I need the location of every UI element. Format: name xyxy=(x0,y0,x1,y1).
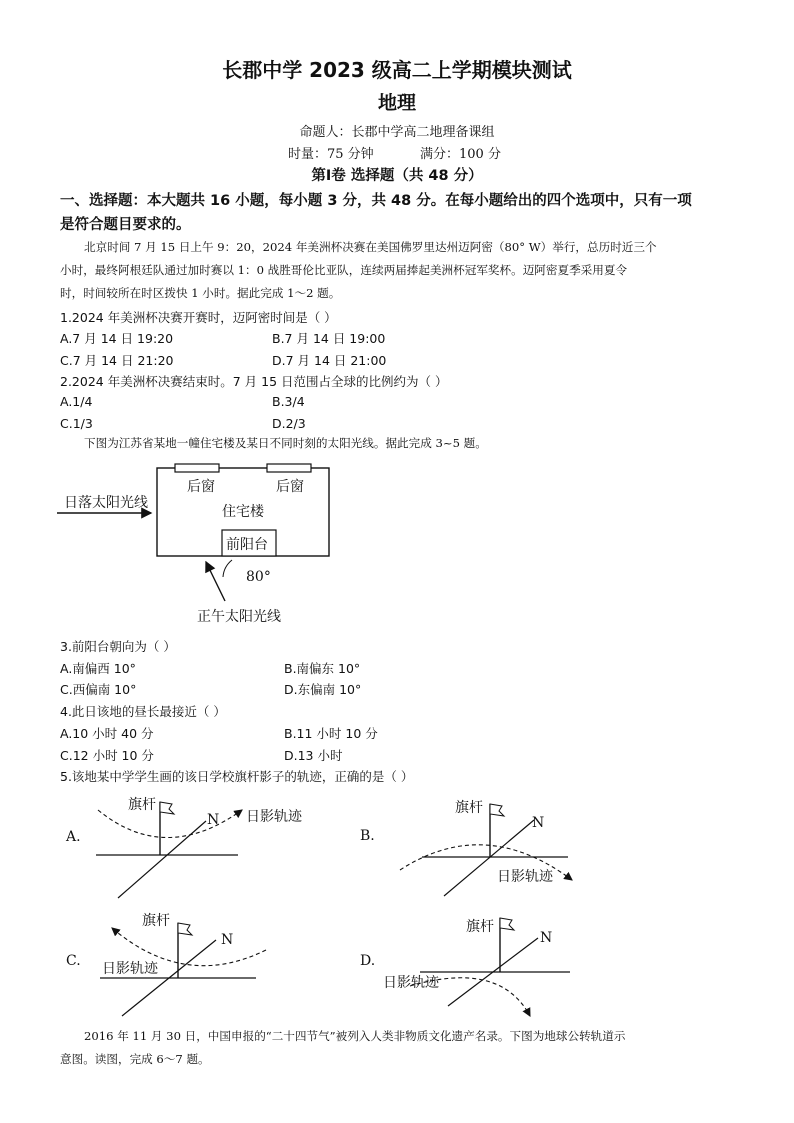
question-2-option-b: B.3/4 xyxy=(272,394,305,409)
option-a-track-label: 日影轨迹 xyxy=(246,809,302,825)
option-a-diagram xyxy=(96,802,242,898)
full-score: 满分：100 分 xyxy=(420,147,501,162)
flag-icon xyxy=(178,923,192,935)
question-3-option-c: C.西偏南 10° xyxy=(60,682,137,697)
balcony-label: 前阳台 xyxy=(226,537,268,553)
question-1-option-b: B.7 月 14 日 19:00 xyxy=(272,331,386,346)
author-line: 命题人：长郡中学高二地理备课组 xyxy=(299,125,495,140)
question-1-option-d: D.7 月 14 日 21:00 xyxy=(272,353,387,368)
question-3-option-b: B.南偏东 10° xyxy=(284,661,361,676)
noon-ray-label: 正午太阳光线 xyxy=(197,609,281,625)
option-a-flag-label: 旗杆 xyxy=(128,797,156,813)
passage1-line1: 北京时间 7 月 15 日上午 9：20，2024 年美洲杯决赛在美国佛罗里达州迈阿密（80° W）举行，总历时近三个 xyxy=(84,240,657,254)
question-2-stem: 2.2024 年美洲杯决赛结束时。7 月 15 日范围占全球的比例约为（ ） xyxy=(60,374,448,389)
question-1-option-c: C.7 月 14 日 21:20 xyxy=(60,353,174,368)
page-title: 长郡中学 2023 级高二上学期模块测试 xyxy=(222,58,572,82)
option-c-flag-label: 旗杆 xyxy=(142,913,170,929)
option-c-north-label: N xyxy=(221,932,234,948)
rear-window-left xyxy=(175,464,219,472)
passage2: 下图为江苏省某地一幢住宅楼及某日不同时刻的太阳光线。据此完成 3~5 题。 xyxy=(84,436,487,450)
question-4-stem: 4.此日该地的昼长最接近（ ） xyxy=(60,704,226,719)
option-b-flag-label: 旗杆 xyxy=(455,800,483,816)
question-5-stem: 5.该地某中学学生画的该日学校旗杆影子的轨迹，正确的是（ ） xyxy=(60,769,414,784)
passage3-line2: 意图。读图，完成 6～7 题。 xyxy=(60,1052,210,1066)
option-c-label: C. xyxy=(66,953,81,969)
question-4-option-d: D.13 小时 xyxy=(284,748,343,763)
question-3-option-a: A.南偏西 10° xyxy=(60,661,136,676)
passage3-line1: 2016 年 11 月 30 日，中国申报的“二十四节气”被列入人类非物质文化遗产名录。下图为地球公转轨道示 xyxy=(84,1029,626,1043)
option-b-north-label: N xyxy=(532,815,545,831)
question-4-option-b: B.11 小时 10 分 xyxy=(284,726,378,741)
section-heading-line1: 一、选择题：本大题共 16 小题，每小题 3 分，共 48 分。在每小题给出的四个选项中，只有一项 xyxy=(60,193,692,209)
rear-window-left-label: 后窗 xyxy=(187,479,215,495)
option-b-track-label: 日影轨迹 xyxy=(497,869,553,885)
question-3-stem: 3.前阳台朝向为（ ） xyxy=(60,639,176,654)
passage1-line2: 小时，最终阿根廷队通过加时赛以 1：0 战胜哥伦比亚队，连续两届捧起美洲杯冠军奖杯。迈阿密夏季采用夏令 xyxy=(60,263,628,277)
passage1-line3: 时，时间较所在时区拨快 1 小时。据此完成 1～2 题。 xyxy=(60,286,341,300)
angle-arc xyxy=(223,560,232,577)
option-d-flag-label: 旗杆 xyxy=(466,919,494,935)
question-2-option-d: D.2/3 xyxy=(272,416,306,431)
subject-title: 地理 xyxy=(377,92,416,114)
option-a-north-label: N xyxy=(207,812,220,828)
sunset-ray-label: 日落太阳光线 xyxy=(64,495,148,511)
option-b-label: B. xyxy=(360,828,375,844)
section-heading-line2: 是符合题目要求的。 xyxy=(60,217,191,233)
flag-icon xyxy=(500,918,514,930)
question-3-option-d: D.东偏南 10° xyxy=(284,682,362,697)
option-d-track-label: 日影轨迹 xyxy=(383,975,439,991)
flag-icon xyxy=(490,804,504,816)
question-2-option-c: C.1/3 xyxy=(60,416,93,431)
option-d-north-label: N xyxy=(540,930,553,946)
angle-label: 80° xyxy=(246,569,271,585)
time-limit: 时量：75 分钟 xyxy=(288,147,374,162)
rear-window-right-label: 后窗 xyxy=(276,479,304,495)
question-1-option-a: A.7 月 14 日 19:20 xyxy=(60,331,174,346)
question-4-option-a: A.10 小时 40 分 xyxy=(60,726,154,741)
question-2-option-a: A.1/4 xyxy=(60,394,93,409)
option-a-label: A. xyxy=(66,829,81,845)
noon-ray-arrow xyxy=(206,562,225,601)
question-4-option-c: C.12 小时 10 分 xyxy=(60,748,154,763)
flag-icon xyxy=(160,802,174,814)
part-title: 第Ⅰ卷 选择题（共 48 分） xyxy=(311,168,483,184)
rear-window-right xyxy=(267,464,311,472)
building-label: 住宅楼 xyxy=(222,504,264,520)
option-c-track-label: 日影轨迹 xyxy=(102,961,158,977)
option-d-label: D. xyxy=(360,953,376,969)
question-1-stem: 1.2024 年美洲杯决赛开赛时，迈阿密时间是（ ） xyxy=(60,310,337,325)
